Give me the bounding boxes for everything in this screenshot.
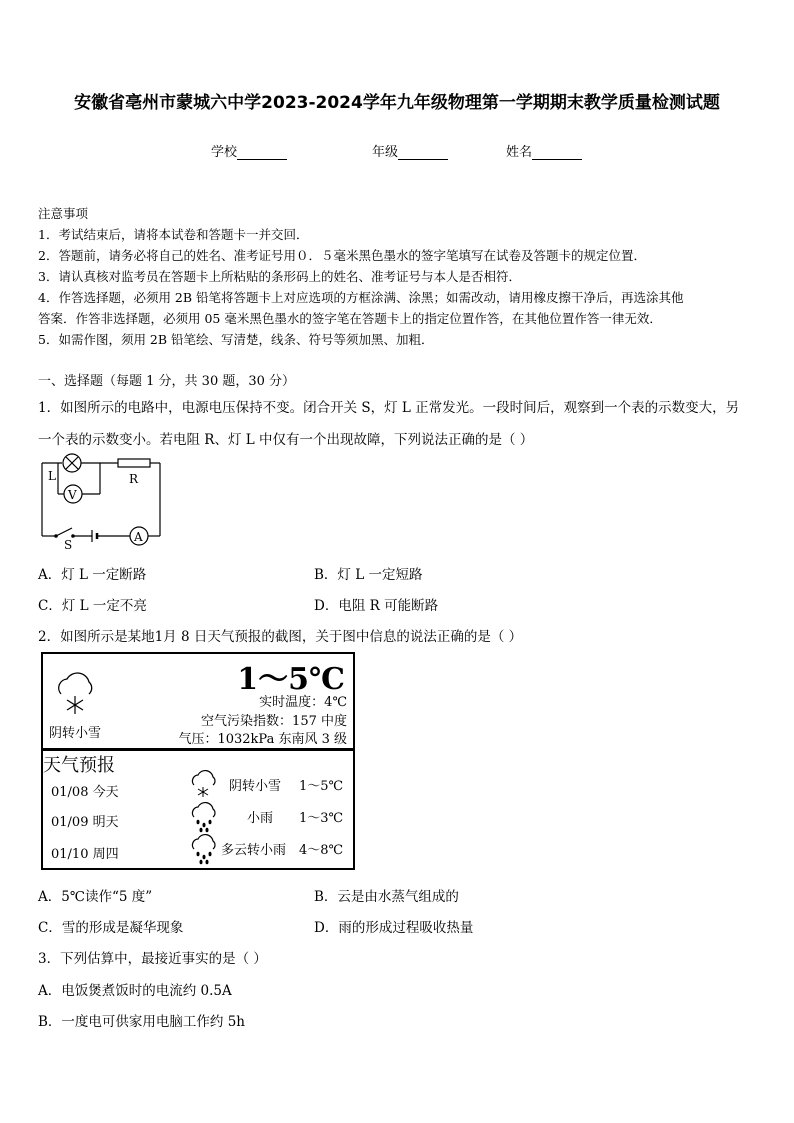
rain-cloud-icon xyxy=(187,801,219,833)
forecast-date-2: 01/09 明天 xyxy=(51,815,119,830)
note-line-1: 1．考试结束后，请将本试卷和答题卡一并交回． xyxy=(38,227,309,242)
name-blank xyxy=(532,146,582,160)
snow-cloud-icon xyxy=(187,769,219,799)
school-field xyxy=(211,141,287,160)
grade-blank xyxy=(398,146,448,160)
q1-option-d: D．电阻 R 可能断路 xyxy=(314,598,439,614)
q3-option-b: B．一度电可供家用电脑工作约 5h xyxy=(38,1014,245,1030)
q1-option-c: C．灯 L 一定不亮 xyxy=(38,598,147,614)
circuit-diagram xyxy=(36,452,166,550)
q1-option-b: B．灯 L 一定短路 xyxy=(314,567,423,583)
voltmeter-label: V xyxy=(68,488,77,502)
air-pressure: 气压：1032kPa 东南风 3 级 xyxy=(178,732,347,747)
q3-option-a: A．电饭煲煮饭时的电流约 0.5A xyxy=(38,983,232,999)
forecast-desc-2: 小雨 xyxy=(247,811,274,826)
section-heading: 一、选择题（每题 1 分，共 30 题，30 分） xyxy=(38,374,296,389)
note-line-5: 答案．作答非选择题，必须用 05 毫米黑色墨水的签字笔在答题卡上的指定位置作答，在其他位置作答一律无效． xyxy=(38,311,662,326)
weather-screenshot xyxy=(41,652,353,868)
note-line-4: 4．作答选择题，必须用 2B 铅笔将答题卡上对应选项的方框涂满、涂黑；如需改动，请用橡皮擦干净后，再选涂其他 xyxy=(38,290,684,305)
note-line-2: 2．答题前，请务必将自己的姓名、准考证号用０．５毫米黑色墨水的签字笔填写在试卷及答题卡的规定位置． xyxy=(38,248,646,263)
name-field xyxy=(506,141,582,160)
snow-cloud-icon xyxy=(51,668,99,718)
weather-current-panel xyxy=(41,652,355,750)
pollution-index: 空气污染指数：157 中度 xyxy=(201,714,347,729)
name-label: 姓名 xyxy=(506,145,533,160)
note-line-3: 3．请认真核对监考员在答题卡上所粘贴的条形码上的姓名、准考证号与本人是否相符． xyxy=(38,269,521,284)
forecast-temp-1: 1～5℃ xyxy=(299,779,344,794)
current-condition: 阴转小雪 xyxy=(49,726,102,741)
grade-label: 年级 xyxy=(372,145,399,160)
q2-option-b: B．云是由水蒸气组成的 xyxy=(314,889,459,905)
temp-range: 1～5℃ xyxy=(237,662,345,697)
q1-stem-line2: 一个表的示数变小。若电阻 R、灯 L 中仅有一个出现故障，下列说法正确的是（ ） xyxy=(38,432,534,448)
resistor-label: R xyxy=(129,472,139,486)
forecast-temp-2: 1～3℃ xyxy=(299,811,344,826)
q2-option-c: C．雪的形成是凝华现象 xyxy=(38,920,184,936)
weather-forecast-panel xyxy=(41,749,355,870)
switch-label: S xyxy=(64,538,73,550)
q1-stem-line1: 1．如图所示的电路中，电源电压保持不变。闭合开关 S，灯 L 正常发光。一段时间后，观察到一个表的示数变大，另 xyxy=(38,400,740,416)
forecast-temp-3: 4～8℃ xyxy=(299,843,344,858)
q2-option-d: D．雨的形成过程吸收热量 xyxy=(314,920,474,936)
forecast-desc-1: 阴转小雪 xyxy=(229,779,282,794)
forecast-date-1: 01/08 今天 xyxy=(51,785,119,800)
school-label: 学校 xyxy=(211,145,238,160)
q3-stem: 3．下列估算中，最接近事实的是（ ） xyxy=(38,951,267,967)
forecast-date-3: 01/10 周四 xyxy=(51,847,119,862)
q1-option-a: A．灯 L 一定断路 xyxy=(38,567,147,583)
ammeter-label: A xyxy=(134,530,143,544)
forecast-title: 天气预报 xyxy=(43,755,115,776)
notes-heading: 注意事项 xyxy=(38,206,89,221)
forecast-desc-3: 多云转小雨 xyxy=(221,843,287,858)
realtime-temp: 实时温度：4℃ xyxy=(259,695,347,710)
q2-stem: 2．如图所示是某地1月 8 日天气预报的截图，关于图中信息的说法正确的是（ ） xyxy=(38,629,523,645)
lamp-label: L xyxy=(48,469,56,483)
note-line-6: 5．如需作图，须用 2B 铅笔绘、写清楚，线条、符号等须加黑、加粗． xyxy=(38,332,434,347)
cloud-rain-icon xyxy=(187,833,219,865)
q2-option-a: A．5℃读作“5 度” xyxy=(38,889,153,905)
school-blank xyxy=(237,146,287,160)
exam-title: 安徽省亳州市蒙城六中学2023-2024学年九年级物理第一学期期末教学质量检测试题 xyxy=(74,93,720,113)
grade-field xyxy=(372,141,448,160)
